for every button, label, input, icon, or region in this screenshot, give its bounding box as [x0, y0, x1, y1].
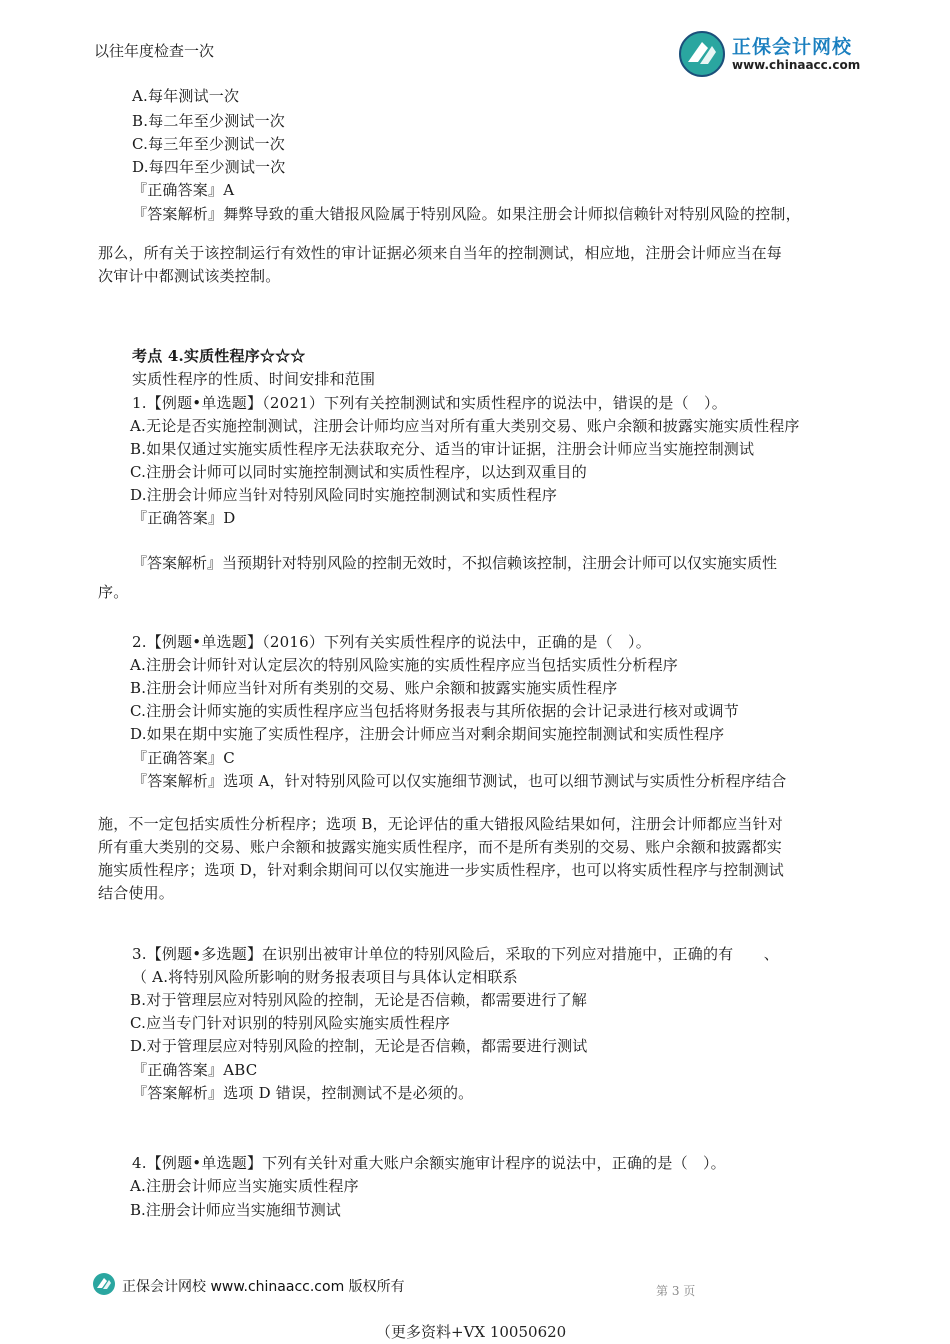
brand-logo-icon	[678, 30, 726, 78]
q2-analysis-line-2: 施，不一定包括实质性分析程序；选项 B，无论评估的重大错报风险结果如何，注册会计师都应当针对	[98, 815, 783, 833]
q1-option-a: A.无论是否实施控制测试，注册会计师均应当对所有重大类别交易、账户余额和披露实施实质性程序	[130, 417, 800, 435]
q1-analysis-end: 序。	[98, 583, 129, 601]
q2-option-a: A.注册会计师针对认定层次的特别风险实施的实质性程序应当包括实质性分析程序	[130, 656, 679, 674]
brand-logo	[678, 28, 868, 78]
q1-analysis-cut: 『答案解析』当预期针对特别风险的控制无效时，不拟信赖该控制，注册会计师可以仅实施实质性	[132, 554, 778, 572]
section-subtitle: 实质性程序的性质、时间安排和范围	[132, 370, 376, 388]
q2-option-c: C.注册会计师实施的实质性程序应当包括将财务报表与其所依据的会计记录进行核对或调节	[130, 702, 739, 720]
q3-option-b: B.对于管理层应对特别风险的控制，无论是否信赖，都需要进行了解	[130, 991, 587, 1009]
prev-analysis-line-2: 那么，所有关于该控制运行有效性的审计证据必须来自当年的控制测试，相应地，注册会计师应当在每	[98, 244, 783, 262]
q1-stem: 1.【例题•单选题】（2021）下列有关控制测试和实质性程序的说法中，错误的是（ ）。	[132, 394, 727, 412]
footer-brand	[92, 1272, 422, 1298]
prev-answer: 『正确答案』A	[132, 181, 235, 199]
prev-option-d: D.每四年至少测试一次	[132, 158, 286, 176]
q2-option-b: B.注册会计师应当针对所有类别的交易、账户余额和披露实施实质性程序	[130, 679, 618, 697]
prev-analysis-line-1: 『答案解析』舞弊导致的重大错报风险属于特别风险。如果注册会计师拟信赖针对特别风险的控制，	[132, 205, 801, 223]
q3-option-c: C.应当专门针对识别的特别风险实施实质性程序	[130, 1014, 451, 1032]
top-cut-line: 以往年度检查一次	[94, 42, 215, 60]
bottom-note: （更多资料+VX 10050620	[376, 1323, 567, 1341]
q1-option-c: C.注册会计师可以同时实施控制测试和实质性程序，以达到双重目的	[130, 463, 587, 481]
footer-logo-icon	[92, 1272, 116, 1296]
q2-analysis-line-3: 所有重大类别的交易、账户余额和披露实施实质性程序，而不是所有类别的交易、账户余额和披露都实	[98, 838, 783, 856]
prev-option-b: B.每二年至少测试一次	[132, 112, 285, 130]
page-number: 第 3 页	[656, 1284, 696, 1298]
brand-name: 正保会计网校	[732, 36, 853, 58]
q2-analysis-line-4: 施实质性程序；选项 D，针对剩余期间可以仅实施进一步实质性程序，也可以将实质性程序与控制测试	[98, 861, 784, 879]
q2-analysis-line-5: 结合使用。	[98, 884, 175, 902]
q4-option-b-cut: B.注册会计师应当实施细节测试	[130, 1201, 341, 1219]
q2-option-d: D.如果在期中实施了实质性程序，注册会计师应当对剩余期间实施控制测试和实质性程序	[130, 725, 725, 743]
q1-option-d: D.注册会计师应当针对特别风险同时实施控制测试和实质性程序	[130, 486, 558, 504]
prev-option-a: A.每年测试一次	[132, 87, 240, 105]
q1-answer: 『正确答案』D	[132, 509, 236, 527]
q3-option-d: D.对于管理层应对特别风险的控制，无论是否信赖，都需要进行测试	[130, 1037, 588, 1055]
q3-stem: 3.【例题•多选题】在识别出被审计单位的特别风险后，采取的下列应对措施中，正确的有 、	[132, 945, 779, 963]
q2-analysis-line-1: 『答案解析』选项 A，针对特别风险可以仅实施细节测试，也可以细节测试与实质性分析程序结合	[132, 772, 787, 790]
brand-url: www.chinaacc.com	[732, 58, 861, 72]
q4-stem: 4.【例题•单选题】下列有关针对重大账户余额实施审计程序的说法中，正确的是（ ）。	[132, 1154, 726, 1172]
q2-stem: 2.【例题•单选题】（2016）下列有关实质性程序的说法中，正确的是（ ）。	[132, 633, 651, 651]
q3-answer: 『正确答案』ABC	[132, 1061, 258, 1079]
prev-option-c: C.每三年至少测试一次	[132, 135, 285, 153]
q3-analysis: 『答案解析』选项 D 错误，控制测试不是必须的。	[132, 1084, 474, 1102]
section-title: 考点 4.实质性程序☆☆☆	[132, 347, 306, 365]
q1-option-b: B.如果仅通过实施实质性程序无法获取充分、适当的审计证据，注册会计师应当实施控制测试	[130, 440, 755, 458]
q3-option-a: （ A.将特别风险所影响的财务报表项目与具体认定相联系	[132, 968, 518, 986]
footer-copyright: 正保会计网校 www.chinaacc.com 版权所有	[122, 1279, 405, 1295]
q4-option-a: A.注册会计师应当实施实质性程序	[130, 1177, 359, 1195]
prev-analysis-line-3: 次审计中都测试该类控制。	[98, 267, 281, 285]
q2-answer: 『正确答案』C	[132, 749, 235, 767]
